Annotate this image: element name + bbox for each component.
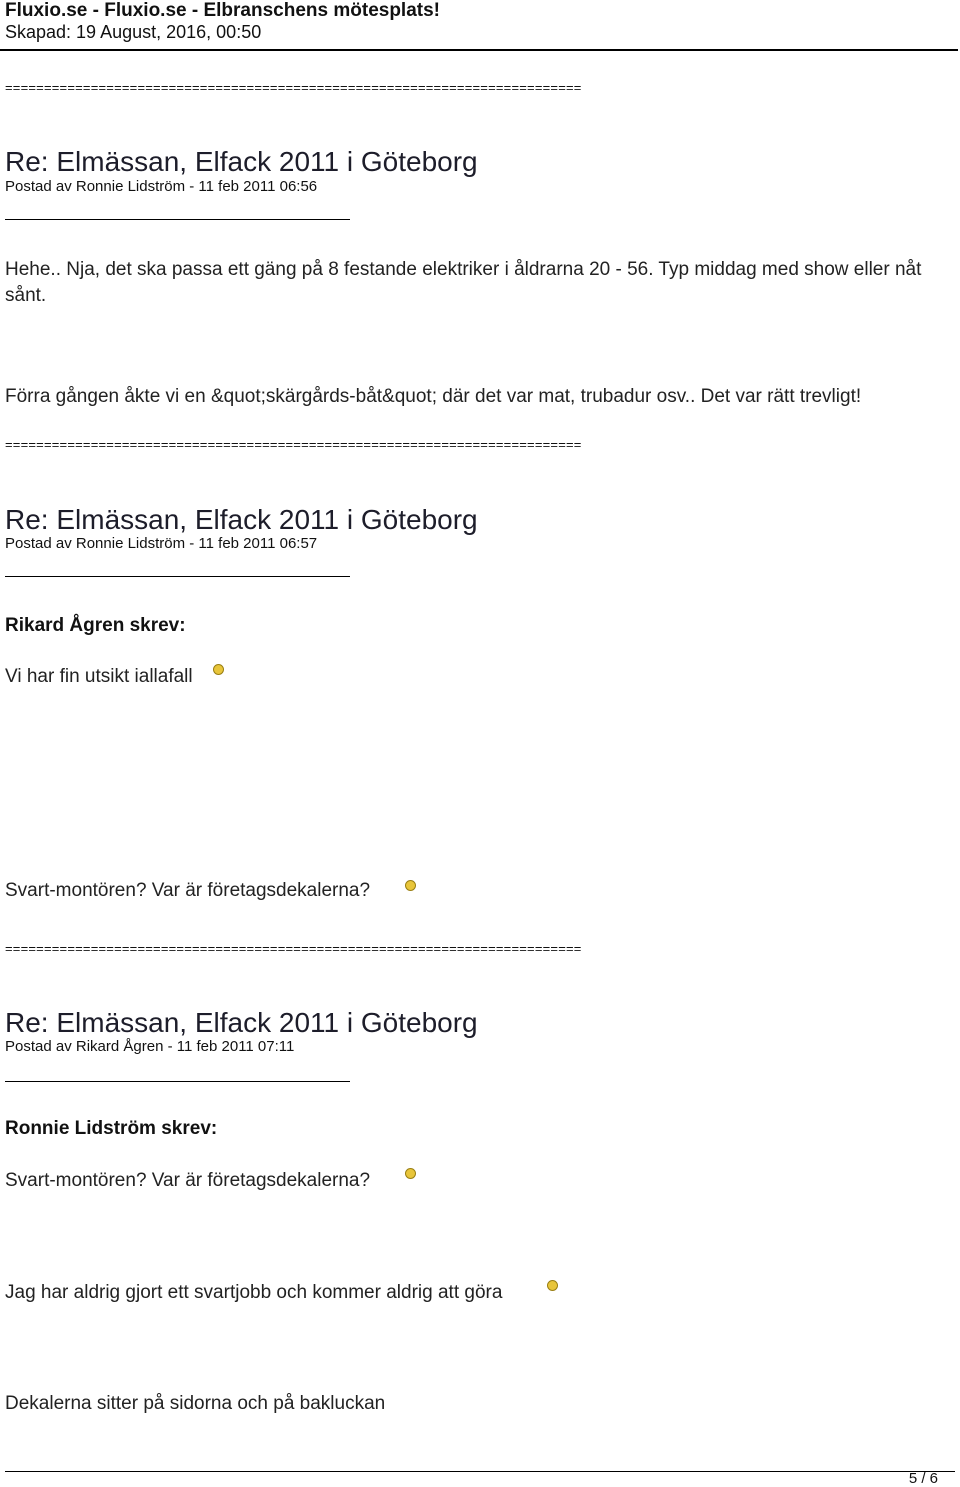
quote-text: Svart-montören? Var är företagsdekalerna? xyxy=(5,1170,371,1191)
quote-author: Ronnie Lidström skrev: xyxy=(5,1118,218,1139)
post-separator: ========================================================================== xyxy=(5,80,582,95)
post-meta: Postad av Rikard Ågren - 11 feb 2011 07:11 xyxy=(5,1038,295,1055)
quote-author: Rikard Ågren skrev: xyxy=(5,615,186,636)
footer-divider xyxy=(5,1471,955,1472)
post-body-text: Dekalerna sitter på sidorna och på bakluckan xyxy=(5,1393,386,1414)
post-title: Re: Elmässan, Elfack 2011 i Göteborg xyxy=(5,1007,478,1038)
post-title: Re: Elmässan, Elfack 2011 i Göteborg xyxy=(5,504,478,535)
post-body-text: Förra gången åkte vi en &quot;skärgårds-båt&quot; där det var mat, trubadur osv.. Det var rätt trevligt! xyxy=(5,386,862,407)
post-divider xyxy=(5,219,350,220)
smiley-icon xyxy=(213,664,224,675)
quote-text: Vi har fin utsikt iallafall xyxy=(5,666,193,687)
site-title: Fluxio.se - Fluxio.se - Elbranschens mötesplats! xyxy=(5,0,440,21)
post-title: Re: Elmässan, Elfack 2011 i Göteborg xyxy=(5,146,478,177)
post-body-text: Jag har aldrig gjort ett svartjobb och kommer aldrig att göra xyxy=(5,1282,503,1303)
post-separator: ========================================================================== xyxy=(5,941,582,956)
created-date: Skapad: 19 August, 2016, 00:50 xyxy=(5,22,262,42)
smiley-icon xyxy=(405,1168,416,1179)
post-body-text: Hehe.. Nja, det ska passa ett gäng på 8 festande elektriker i åldrarna 20 - 56. Typ middag med show eller nåt sånt. xyxy=(5,259,922,306)
header-divider xyxy=(0,49,958,51)
page-number: 5 / 6 xyxy=(908,1470,938,1487)
post-divider xyxy=(5,1081,350,1082)
post-divider xyxy=(5,576,350,577)
post-meta: Postad av Ronnie Lidström - 11 feb 2011 06:57 xyxy=(5,535,318,552)
smiley-icon xyxy=(405,880,416,891)
post-body-text: Svart-montören? Var är företagsdekalerna? xyxy=(5,880,371,901)
post-meta: Postad av Ronnie Lidström - 11 feb 2011 06:56 xyxy=(5,178,318,195)
smiley-icon xyxy=(547,1280,558,1291)
post-separator: ========================================================================== xyxy=(5,437,582,452)
